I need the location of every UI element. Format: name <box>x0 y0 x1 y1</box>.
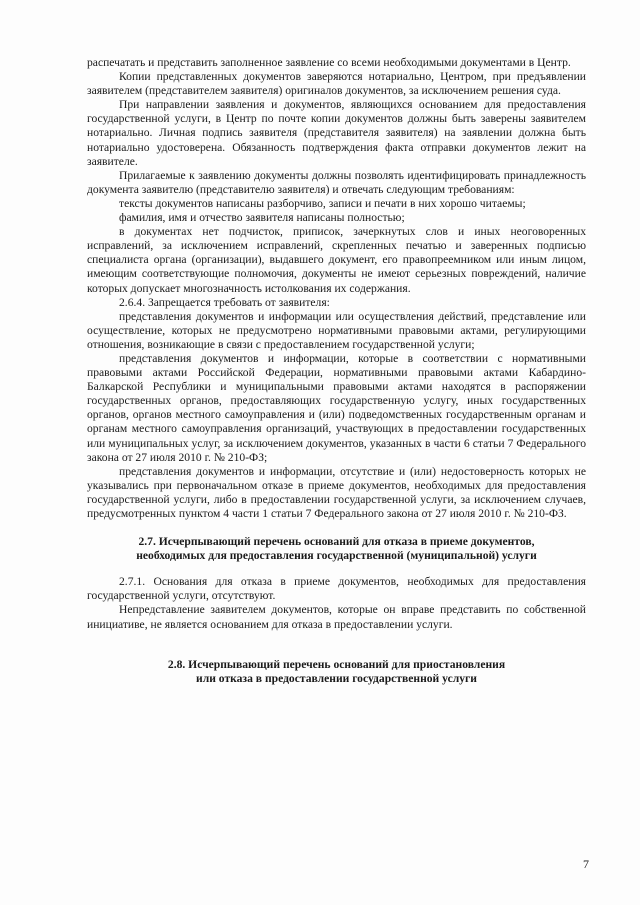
requirement-item: в документах нет подчисток, приписок, зачеркнутых слов и иных неоговоренных исправлений, за исключением исправлений, скрепленных печатью и заверенных подписью специалиста органа (организации), выдавшего документ, его правопреемником или иным лицом, имеющим соответствующие полномочия, документы не имеют серьезных повреждений, наличие которых допускает многозначность истолкования их содержания. <box>87 225 586 295</box>
section-heading-28 <box>87 658 586 686</box>
section-heading-27-line1: 2.7. Исчерпывающий перечень оснований для отказа в приеме документов, <box>138 535 535 549</box>
paragraph-attached-docs: Прилагаемые к заявлению документы должны позволять идентифицировать принадлежность документа заявителю (представителю заявителя) и отвечать следующим требованиям: <box>87 168 586 196</box>
paragraph-continuation: распечатать и представить заполненное заявление со всеми необходимыми документами в Центр. <box>87 56 571 69</box>
section-heading-28-line2: или отказа в предоставлении государственной услуги <box>196 671 477 685</box>
prohibition-item: представления документов и информации, которые в соответствии с нормативными правовыми актами Российской Федерации, нормативными правовыми актами Кабардино-Балкарской Республики и муниципальными правовыми актами находятся в распоряжении государственных органов, предоставляющих государственную услугу, иных государственных органов, органов местного самоуправления и (или) подведомственных государственным органам и органам местного самоуправления организаций, участвующих в предоставлении государственных или муниципальных услуг, за исключением документов, указанных в части 6 статьи 7 Федерального закона от 27 июля 2010 г. № 210-ФЗ; <box>87 351 586 464</box>
paragraph-mail: При направлении заявления и документов, являющихся основанием для предоставления государственной услуги, в Центр по почте копии документов должны быть заверены заявителем нотариально. Личная подпись заявителя (представителя заявителя) на заявлении должна быть нотариально удостоверена. Обязанность подтверждения факта отправки документов лежит на заявителе. <box>87 98 586 168</box>
clause-264: 2.6.4. Запрещается требовать от заявителя: <box>119 295 330 309</box>
section-heading-27-line2: необходимых для предоставления государственной (муниципальной) услуги <box>136 549 537 563</box>
requirement-item: фамилия, имя и отчество заявителя написаны полностью; <box>119 211 405 225</box>
paragraph-copies: Копии представленных документов заверяются нотариально, Центром, при предъявлении заявителем (представителем заявителя) оригиналов документов, за исключением решения суда. <box>87 70 586 98</box>
paragraph-nonsubmission: Непредставление заявителем документов, которые он вправе представить по собственной инициативе, не является основанием для отказа в предоставлении услуги. <box>87 603 586 631</box>
requirement-item: тексты документов написаны разборчиво, записи и печати в них хорошо читаемы; <box>119 196 526 210</box>
prohibition-item: представления документов и информации или осуществления действий, представление или осуществление, которых не предусмотрено нормативными правовыми актами, регулирующими отношения, возникающие в связи с предоставлением государственной услуги; <box>87 309 586 351</box>
section-heading-27 <box>87 535 586 563</box>
section-heading-28-line1: 2.8. Исчерпывающий перечень оснований для приостановления <box>167 657 506 671</box>
document-body <box>87 56 586 686</box>
prohibition-item: представления документов и информации, отсутствие и (или) недостоверность которых не указывались при первоначальном отказе в приеме документов, необходимых для предоставления государственной услуги, либо в предоставлении государственной услуги, за исключением случаев, предусмотренных пунктом 4 части 1 статьи 7 Федерального закона от 27 июля 2010 г. № 210-ФЗ. <box>87 464 586 520</box>
clause-271: 2.7.1. Основания для отказа в приеме документов, необходимых для предоставления государственной услуги, отсутствуют. <box>87 575 586 603</box>
page-number: 7 <box>583 857 589 871</box>
